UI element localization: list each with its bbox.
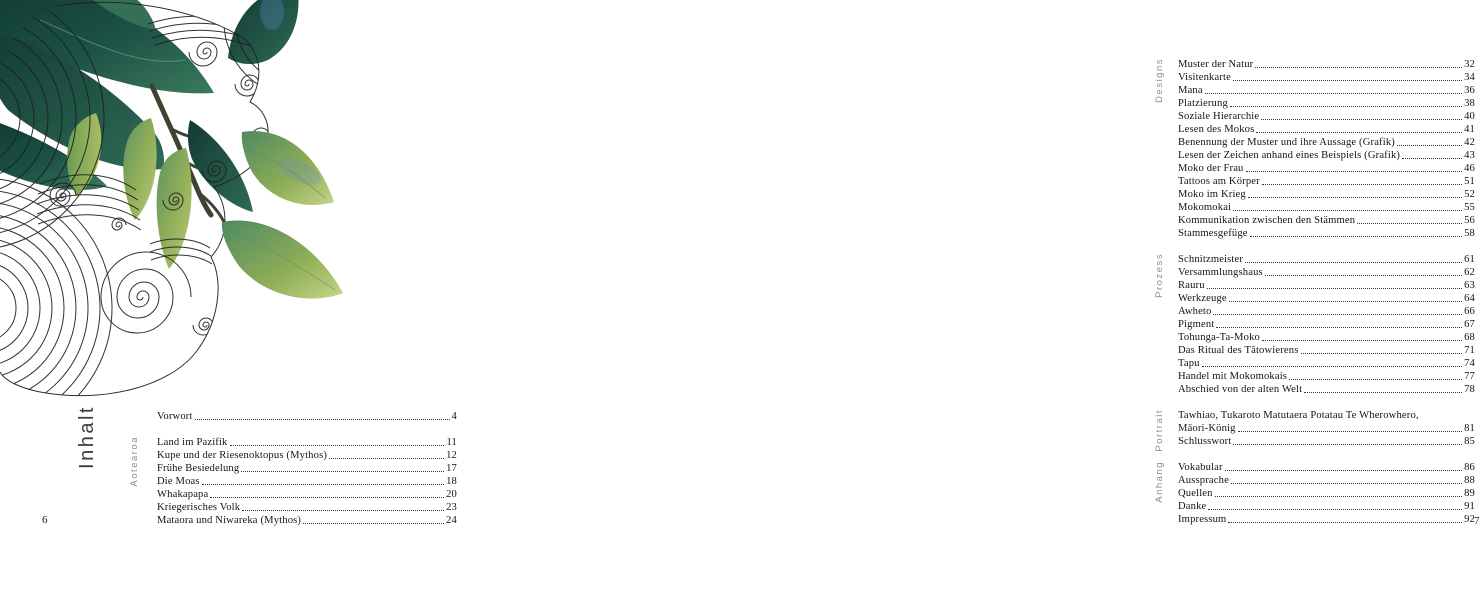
toc-entry-page: 67 xyxy=(1464,319,1475,330)
toc-entry-label: Tohunga-Ta-Moko xyxy=(1178,332,1260,343)
toc-entry xyxy=(1178,513,1475,526)
toc-entry-label: Visitenkarte xyxy=(1178,72,1231,83)
dot-leader xyxy=(202,484,444,485)
page-title xyxy=(76,405,110,475)
page-left xyxy=(0,0,510,595)
toc-entries xyxy=(1178,409,1475,448)
toc-entry-label: Rauru xyxy=(1178,280,1205,291)
toc-entry-label: Schlusswort xyxy=(1178,436,1232,447)
toc-entry xyxy=(1178,487,1475,500)
toc-entry-label: Lesen der Zeichen anhand eines Beispiels (Grafik) xyxy=(1178,150,1401,161)
toc-entry-label: Quellen xyxy=(1178,488,1213,499)
dot-leader xyxy=(1245,262,1462,263)
toc-entry-label: Impressum xyxy=(1178,514,1227,525)
toc-section xyxy=(1150,253,1475,396)
toc-entry xyxy=(1178,292,1475,305)
toc-entry xyxy=(1178,474,1475,487)
toc-entry-label: Pigment xyxy=(1178,319,1215,330)
dot-leader xyxy=(1250,236,1462,237)
page-right xyxy=(510,0,1480,595)
dot-leader xyxy=(1248,197,1462,198)
toc-entry xyxy=(1178,318,1475,331)
toc-entry-page: 63 xyxy=(1464,280,1475,291)
toc-entry-label: Die Moas xyxy=(157,476,200,487)
toc-entry-label: Whakapapa xyxy=(157,489,209,500)
toc-entry xyxy=(1178,227,1475,240)
dot-leader xyxy=(1230,106,1462,107)
toc-entry-label: Platzierung xyxy=(1178,98,1228,109)
toc-entry-label: Abschied von der alten Welt xyxy=(1178,384,1303,395)
toc-entry-page: 62 xyxy=(1464,267,1475,278)
toc-entry-label: Kommunikation zwischen den Stämmen xyxy=(1178,215,1356,226)
toc-section xyxy=(125,410,457,423)
toc-entry xyxy=(1178,123,1475,136)
toc-entry-page: 24 xyxy=(446,515,457,526)
toc-entry-page: 55 xyxy=(1464,202,1475,213)
toc-entry-label: Benennung der Muster und ihre Aussage (Grafik) xyxy=(1178,137,1395,148)
toc-section xyxy=(1150,461,1475,526)
toc-entry xyxy=(1178,370,1475,383)
toc-entry xyxy=(1178,357,1475,370)
toc-entry-page: 64 xyxy=(1464,293,1475,304)
toc-entry xyxy=(1178,279,1475,292)
dot-leader xyxy=(1225,470,1462,471)
dot-leader xyxy=(242,510,444,511)
toc-entry-page: 92 xyxy=(1464,514,1475,525)
toc-entry xyxy=(1178,344,1475,357)
section-label xyxy=(125,410,157,423)
toc-entry xyxy=(1178,71,1475,84)
toc-entry-page: 91 xyxy=(1464,501,1475,512)
dot-leader xyxy=(1246,171,1463,172)
toc-entries xyxy=(157,410,457,423)
toc-entry-page: 68 xyxy=(1464,332,1475,343)
toc-entry xyxy=(157,514,457,527)
dot-leader xyxy=(230,445,445,446)
toc-entry-page: 46 xyxy=(1464,163,1475,174)
toc-entry-label: Tattoos am Körper xyxy=(1178,176,1260,187)
toc-entry xyxy=(157,475,457,488)
toc-entry-page: 86 xyxy=(1464,462,1475,473)
toc-entry-page: 38 xyxy=(1464,98,1475,109)
toc-entry xyxy=(157,488,457,501)
dot-leader xyxy=(1265,275,1462,276)
dot-leader xyxy=(1228,522,1462,523)
toc-entry-page: 40 xyxy=(1464,111,1475,122)
dot-leader xyxy=(1261,119,1462,120)
page-number-right: 7 xyxy=(1474,515,1480,527)
toc-entry-page: 85 xyxy=(1464,436,1475,447)
toc-entry-page: 66 xyxy=(1464,306,1475,317)
toc-entry-page: 56 xyxy=(1464,215,1475,226)
section-label xyxy=(1150,409,1178,452)
toc-entry-label: Versammlungshaus xyxy=(1178,267,1263,278)
toc-entry xyxy=(1178,500,1475,513)
toc-entry-label: Māori-König xyxy=(1178,423,1236,434)
toc-entry xyxy=(1178,253,1475,266)
section-label-text: Prozess xyxy=(1154,253,1165,298)
toc-entry xyxy=(1178,435,1475,448)
dot-leader xyxy=(1233,444,1462,445)
toc-entries xyxy=(1178,58,1475,240)
dot-leader xyxy=(1233,80,1462,81)
dot-leader xyxy=(1301,353,1463,354)
dot-leader xyxy=(329,458,444,459)
toc-entry-label: Vokabular xyxy=(1178,462,1223,473)
toc-entry-label: Danke xyxy=(1178,501,1207,512)
toc-entry-label: Schnitzmeister xyxy=(1178,254,1244,265)
toc-entry-label: Moko im Krieg xyxy=(1178,189,1246,200)
toc-entry-label: Frühe Besiedelung xyxy=(157,463,240,474)
toc-entry-page: 18 xyxy=(446,476,457,487)
toc-section xyxy=(1150,58,1475,240)
section-label-text: Aotearoa xyxy=(129,436,140,487)
toc-entry xyxy=(1178,331,1475,344)
toc-entry xyxy=(1178,305,1475,318)
toc-entry-page: 11 xyxy=(446,437,457,448)
toc-entry xyxy=(1178,149,1475,162)
section-label xyxy=(1150,253,1178,396)
dot-leader xyxy=(1215,496,1463,497)
toc-entry-label: Land im Pazifik xyxy=(157,437,228,448)
toc-entry-label: Werkzeuge xyxy=(1178,293,1227,304)
toc-entry xyxy=(1178,409,1475,422)
toc-section xyxy=(1150,409,1475,452)
toc-entry-label: Mokomokai xyxy=(1178,202,1232,213)
toc-entries xyxy=(1178,461,1475,526)
toc-entry xyxy=(1178,188,1475,201)
section-label-text: Designs xyxy=(1154,58,1165,103)
dot-leader xyxy=(1208,509,1462,510)
toc-entry-label: Handel mit Mokomokais xyxy=(1178,371,1288,382)
dot-leader xyxy=(1255,67,1462,68)
dot-leader xyxy=(1262,340,1462,341)
dot-leader xyxy=(1229,301,1462,302)
toc-entry xyxy=(1178,214,1475,227)
toc-entry-page: 17 xyxy=(446,463,457,474)
toc-entry-page: 78 xyxy=(1464,384,1475,395)
toc-entry xyxy=(1178,422,1475,435)
dot-leader xyxy=(1205,93,1462,94)
dot-leader xyxy=(1231,483,1462,484)
toc-entry-page: 32 xyxy=(1464,59,1475,70)
toc-section xyxy=(125,436,457,527)
dot-leader xyxy=(1262,184,1462,185)
toc-entry xyxy=(1178,201,1475,214)
toc-entry-label: Muster der Natur xyxy=(1178,59,1254,70)
dot-leader xyxy=(1216,327,1462,328)
toc-entry xyxy=(1178,266,1475,279)
toc-entry-label: Das Ritual des Tātowierens xyxy=(1178,345,1299,356)
page-title-text: Inhalt xyxy=(76,405,98,469)
toc-entry-label: Mana xyxy=(1178,85,1203,96)
dot-leader xyxy=(195,419,450,420)
dot-leader xyxy=(1233,210,1462,211)
toc-entry-page: 58 xyxy=(1464,228,1475,239)
toc-entry-page: 89 xyxy=(1464,488,1475,499)
dot-leader xyxy=(1202,366,1462,367)
toc-entry xyxy=(1178,136,1475,149)
dot-leader xyxy=(1357,223,1462,224)
toc-entry-label: Vorwort xyxy=(157,411,193,422)
dot-leader xyxy=(1402,158,1462,159)
section-label-text: Anhang xyxy=(1154,461,1165,503)
toc-entry xyxy=(1178,162,1475,175)
toc-entry-page: 43 xyxy=(1464,150,1475,161)
dot-leader xyxy=(241,471,444,472)
toc-entry-label: Aussprache xyxy=(1178,475,1229,486)
toc-entry-page: 20 xyxy=(446,489,457,500)
toc-entry-page: 42 xyxy=(1464,137,1475,148)
toc-entry xyxy=(1178,110,1475,123)
dot-leader xyxy=(1213,314,1462,315)
dot-leader xyxy=(210,497,444,498)
toc-entry-page: 4 xyxy=(451,411,457,422)
section-label xyxy=(1150,58,1178,240)
toc-entry-page: 36 xyxy=(1464,85,1475,96)
toc-entry-label: Tapu xyxy=(1178,358,1200,369)
dot-leader xyxy=(1397,145,1462,146)
toc-entry-label: Mataora und Niwareka (Mythos) xyxy=(157,515,302,526)
light-leaves-back xyxy=(67,113,253,269)
toc-entry-label: Soziale Hierarchie xyxy=(1178,111,1260,122)
toc-entry-page: 61 xyxy=(1464,254,1475,265)
toc-entry-page: 23 xyxy=(446,502,457,513)
toc-entry xyxy=(157,410,457,423)
toc-entry xyxy=(1178,175,1475,188)
dot-leader xyxy=(1207,288,1462,289)
toc-entry xyxy=(1178,58,1475,71)
toc-entry xyxy=(1178,383,1475,396)
dot-leader xyxy=(1304,392,1462,393)
toc-entry-label: Kupe und der Riesenoktopus (Mythos) xyxy=(157,450,328,461)
section-label xyxy=(1150,461,1178,526)
toc-entry xyxy=(1178,84,1475,97)
toc-entries xyxy=(1178,253,1475,396)
toc-entry-page: 34 xyxy=(1464,72,1475,83)
toc-entry xyxy=(157,462,457,475)
toc-entry-page: 88 xyxy=(1464,475,1475,486)
section-label-text: Portrait xyxy=(1154,409,1165,452)
toc-entry-page: 12 xyxy=(446,450,457,461)
toc-entry-page: 77 xyxy=(1464,371,1475,382)
dot-leader xyxy=(1289,379,1462,380)
page-number-left: 6 xyxy=(42,514,48,526)
toc-entry-page: 81 xyxy=(1464,423,1475,434)
dot-leader xyxy=(1256,132,1462,133)
toc-left xyxy=(125,410,457,540)
section-label xyxy=(125,436,157,527)
toc-right xyxy=(1150,58,1475,539)
dot-leader xyxy=(1238,431,1463,432)
toc-entry xyxy=(157,449,457,462)
toc-entry-label: Stammesgefüge xyxy=(1178,228,1248,239)
toc-entry-page: 71 xyxy=(1464,345,1475,356)
toc-entry-label: Tawhiao, Tukaroto Matutaera Potatau Te Wherowhero, xyxy=(1178,410,1419,421)
dot-leader xyxy=(303,523,444,524)
toc-entry xyxy=(1178,97,1475,110)
toc-entry xyxy=(157,436,457,449)
toc-entry-label: Lesen des Mokos xyxy=(1178,124,1255,135)
toc-entry-label: Awheto xyxy=(1178,306,1212,317)
toc-entry-page: 41 xyxy=(1464,124,1475,135)
toc-entry-page: 52 xyxy=(1464,189,1475,200)
toc-entries xyxy=(157,436,457,527)
toc-entry-page: 51 xyxy=(1464,176,1475,187)
light-leaves-front xyxy=(222,131,343,298)
toc-entry xyxy=(157,501,457,514)
toc-entry-page: 74 xyxy=(1464,358,1475,369)
toc-entry-label: Kriegerisches Volk xyxy=(157,502,241,513)
toc-entry xyxy=(1178,461,1475,474)
toc-entry-label: Moko der Frau xyxy=(1178,163,1244,174)
